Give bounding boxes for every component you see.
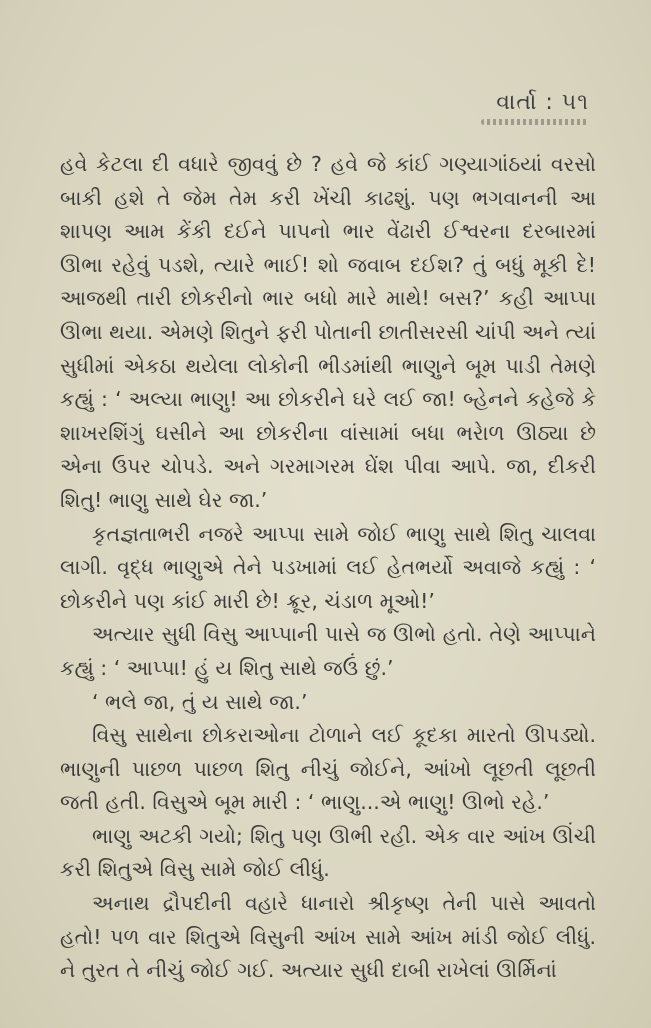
paragraph: અનાથ દ્રૌપદીની વહારે ધાનારો શ્રીકૃષ્ણ તેની પાસે આવતો હતો! પળ વાર શિતુએ વિસુની આંખ સામે આંખ માંડી જોઈ લીધું. ને તુરત તે નીચું જોઈ ગઈ. અત્યાર સુધી દાબી રાખેલાં ઊર્મિનાં xyxy=(60,891,596,983)
paragraph: વિસુ સાથેના છોકરાઓના ટોળાને લઈ કૂદકા મારતો ઊપડ્યો. ભાણુની પાછળ પાછળ શિતુ નીચું જોઈને, આંખો લૂછતી લૂછતી જતી હતી. વિસુએ બૂમ મારી : ‘ ભાણુ...એ ભાણુ! ઊભો રહે.’ xyxy=(60,723,596,815)
running-head xyxy=(481,90,589,125)
page-header-title: વાર્તા : ૫૧ xyxy=(496,90,589,115)
paragraph: અત્યાર સુધી વિસુ આપ્પાની પાસે જ ઊભો હતો. તેણે આપ્પાને કહ્યું : ‘ આપ્પા! હું ય શિતુ સાથે જઉં છું.’ xyxy=(60,622,596,680)
paragraph: કૃતજ્ઞતાભરી નજરે આપ્પા સામે જોઈ ભાણુ સાથે શિતુ ચાલવા લાગી. વૃદ્ધ ભાણુએ તેને પડખામાં લઈ હેતભર્યો અવાજે કહ્યું : ‘ છોકરીને પણ કાંઈ મારી છે! ક્રૂર, ચંડાળ મૂઓ!’ xyxy=(60,521,596,613)
header-underline xyxy=(481,119,589,125)
paragraph: હવે કેટલા દી વધારે જીવવું છે ? હવે જે કાંઈ ગણ્યાગાંઠયાં વરસો બાકી હશે તે જેમ તેમ કરી ખેંચી કાઢશું. પણ ભગવાનની આ શાપણ આમ કેંકી દઈને પાપનો ભાર વેંઢારી ઈશ્વરના દરબારમાં ઊભા રહેવું પડશે, ત્યારે ભાઈ! શો જવાબ દઈશ? તું બધું મૂકી દે! આજથી તારી છોકરીનો ભાર બધો મારે માથે! બસ?’ કહી આપ્પા ઊભા થયા. એમણે શિતુને ફરી પોતાની છાતીસરસી ચાંપી અને ત્યાં સુધીમાં એકઠા થયેલા લોકોની ભીડમાંથી ભાણુને બૂમ પાડી તેમણે કહ્યું : ‘ અલ્યા ભાણુ! આ છોકરીને ઘરે લઈ જા! બ્હેનને કહેજે કે શાખરશિંગું ઘસીને આ છોકરીના વાંસામાં બધા ભરેાળ ઊઠ્યા છે એના ઉપર ચોપડે. અને ગરમાગરમ ઘેંશ પીવા આપે. જા, દીકરી શિતુ! ભાણુ સાથે ઘેર જા.’ xyxy=(60,152,596,512)
paragraph: ‘ ભલે જા, તું ય સાથે જા.’ xyxy=(92,689,308,714)
body-text xyxy=(60,148,596,988)
paragraph: ભાણુ અટકી ગયો; શિતુ પણ ઊભી રહી. એક વાર આંખ ઊંચી કરી શિતુએ વિસુ સામે જોઈ લીધું. xyxy=(60,823,596,882)
